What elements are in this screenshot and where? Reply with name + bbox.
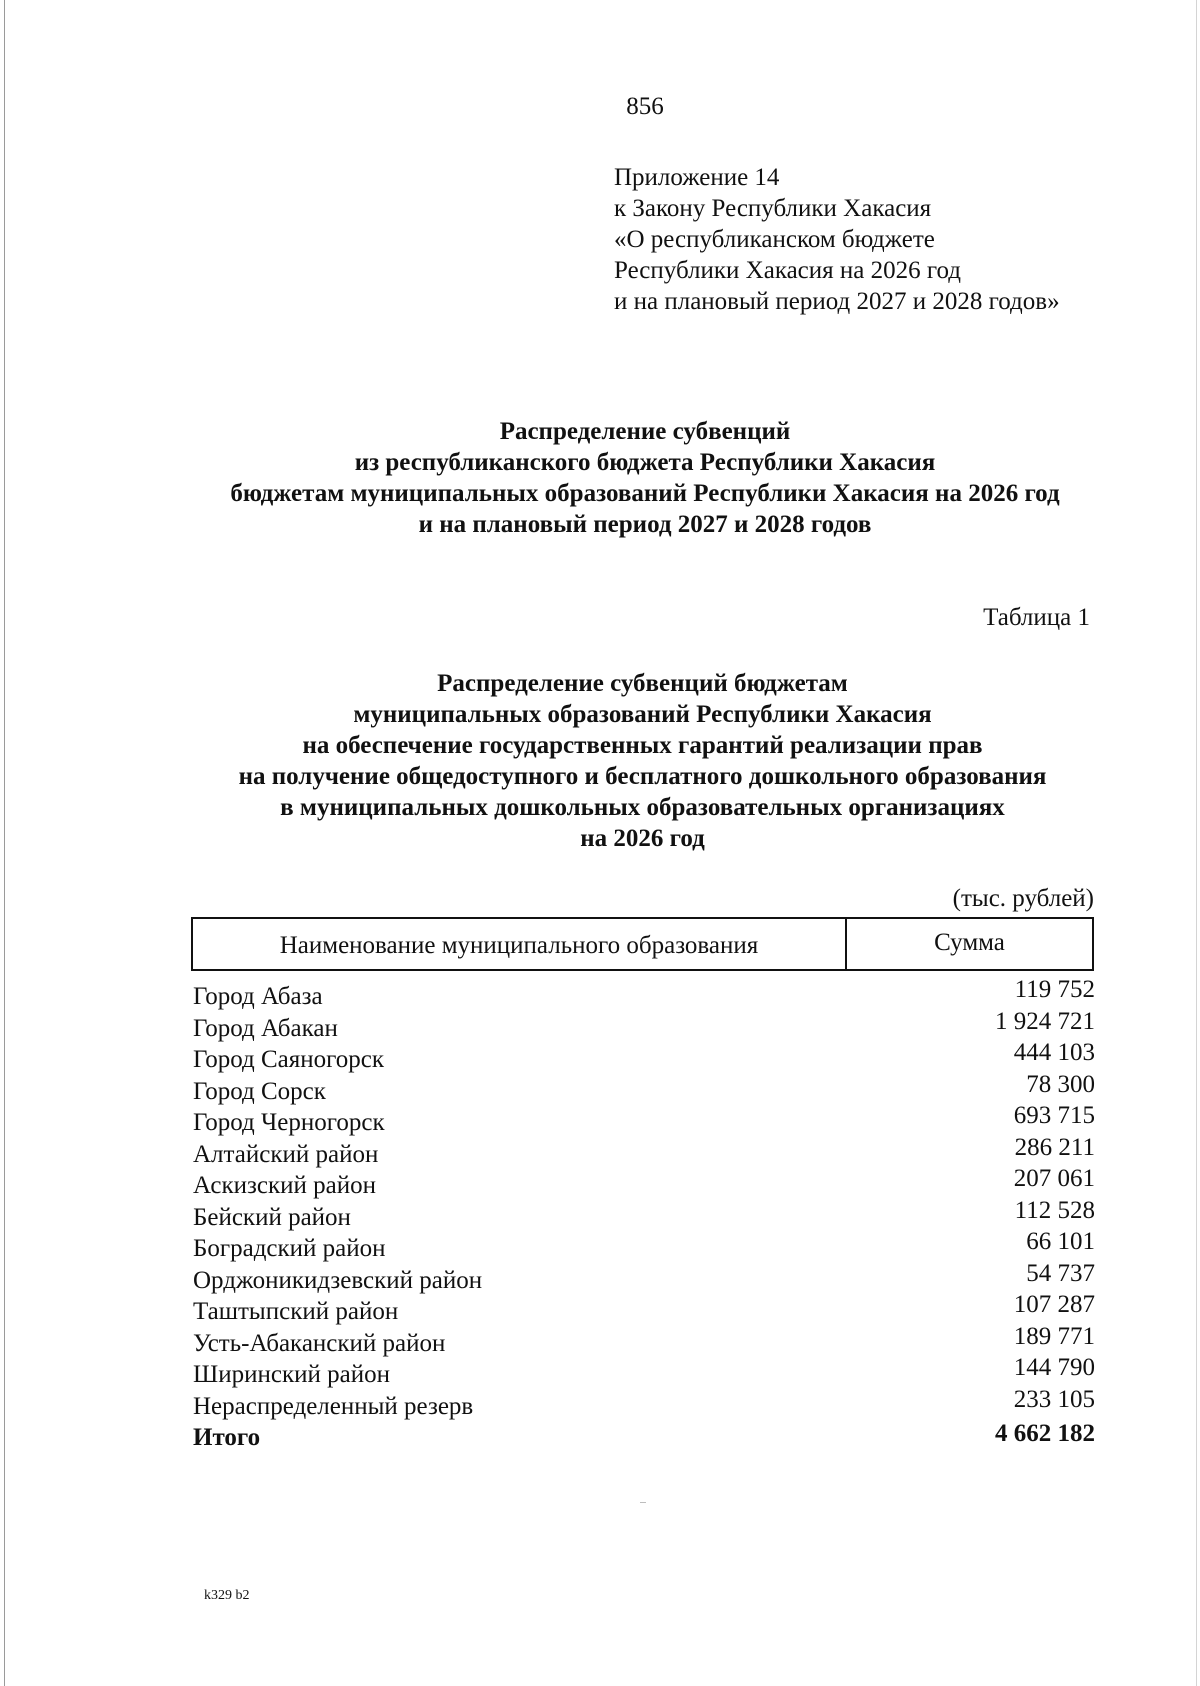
row-amount: 112 528 <box>1014 1196 1095 1224</box>
row-amount: 78 300 <box>1026 1070 1095 1098</box>
appendix-block <box>614 162 1060 317</box>
appendix-line: и на плановый период 2027 и 2028 годов» <box>614 288 1060 315</box>
row-amount: 207 061 <box>1013 1165 1095 1192</box>
unit-label: (тыс. рублей) <box>952 885 1094 912</box>
appendix-line: Республики Хакасия на 2026 год <box>614 257 962 284</box>
table-row <box>193 1386 1095 1418</box>
scan-speck <box>640 1502 646 1503</box>
row-name: Боградский район <box>193 1235 386 1262</box>
appendix-line: «О республиканском бюджете <box>614 226 935 253</box>
row-amount: 144 790 <box>1013 1354 1095 1381</box>
row-amount: 54 737 <box>1026 1259 1095 1287</box>
row-name: Таштыпский район <box>193 1298 399 1325</box>
table-title-line: на 2026 год <box>580 825 705 852</box>
row-name: Город Черногорск <box>193 1109 385 1136</box>
row-name: Алтайский район <box>193 1140 379 1168</box>
row-name: Аскизский район <box>193 1172 377 1199</box>
table-title-line: в муниципальных дошкольных образовательных организациях <box>280 794 1005 821</box>
table-label: Таблица 1 <box>983 604 1090 631</box>
footer-code: k329 b2 <box>204 1588 250 1603</box>
table-row <box>193 1197 1095 1229</box>
total-label: Итого <box>193 1424 261 1451</box>
row-name: Город Сорск <box>193 1077 326 1105</box>
table-row <box>193 1260 1095 1292</box>
table-header <box>191 917 1094 971</box>
row-name: Нераспределенный резерв <box>193 1392 474 1420</box>
table-row <box>193 1323 1095 1355</box>
main-title-line: и на плановый период 2027 и 2028 годов <box>418 511 872 538</box>
row-amount: 444 103 <box>1013 1039 1095 1066</box>
column-header-name: Наименование муниципального образования <box>193 919 847 969</box>
main-title-line: бюджетам муниципальных образований Республики Хакасия на 2026 год <box>230 480 1060 507</box>
row-amount: 119 752 <box>1014 976 1095 1003</box>
row-name: Ширинский район <box>193 1361 390 1388</box>
table-title <box>190 668 1095 854</box>
row-amount: 233 105 <box>1013 1385 1095 1413</box>
row-amount: 107 287 <box>1013 1291 1095 1318</box>
row-name: Город Абаза <box>193 983 323 1010</box>
table-row <box>193 1102 1095 1134</box>
main-title <box>190 416 1100 540</box>
table-title-line: на обеспечение государственных гарантий реализации прав <box>302 732 983 759</box>
main-title-line: Распределение субвенций <box>499 418 791 445</box>
total-amount: 4 662 182 <box>995 1420 1095 1447</box>
main-title-line: из республиканского бюджета Республики Хакасия <box>354 449 936 476</box>
row-name: Бейский район <box>193 1203 351 1231</box>
table-title-line: Распределение субвенций бюджетам <box>437 670 848 697</box>
table-row <box>193 1291 1095 1323</box>
table-row <box>193 1354 1095 1386</box>
table-row <box>193 1039 1095 1071</box>
table-row <box>193 1228 1095 1260</box>
total-row <box>193 1417 1095 1449</box>
table-row <box>193 1134 1095 1166</box>
table-row <box>193 1165 1095 1197</box>
row-name: Усть-Абаканский район <box>193 1329 446 1357</box>
row-amount: 286 211 <box>1014 1133 1095 1161</box>
appendix-line: Приложение 14 <box>614 164 780 191</box>
row-amount: 66 101 <box>1026 1228 1095 1255</box>
appendix-line: к Закону Республики Хакасия <box>614 195 932 222</box>
row-name: Город Абакан <box>193 1014 338 1042</box>
column-header-sum: Сумма <box>934 929 1005 956</box>
page-number: 856 <box>626 93 664 120</box>
table-row <box>193 976 1095 1008</box>
table-row <box>193 1071 1095 1103</box>
table-body <box>193 976 1095 1449</box>
row-amount: 189 771 <box>1013 1322 1095 1350</box>
scan-edge-right <box>1196 0 1197 1686</box>
table-title-line: муниципальных образований Республики Хакасия <box>353 701 932 728</box>
table-row <box>193 1008 1095 1040</box>
row-name: Город Саяногорск <box>193 1046 385 1073</box>
row-amount: 1 924 721 <box>995 1007 1095 1035</box>
table-title-line: на получение общедоступного и бесплатного дошкольного образования <box>238 763 1047 790</box>
row-name: Орджоникидзевский район <box>193 1266 483 1294</box>
row-amount: 693 715 <box>1013 1102 1095 1129</box>
scan-edge-left <box>4 0 5 1686</box>
